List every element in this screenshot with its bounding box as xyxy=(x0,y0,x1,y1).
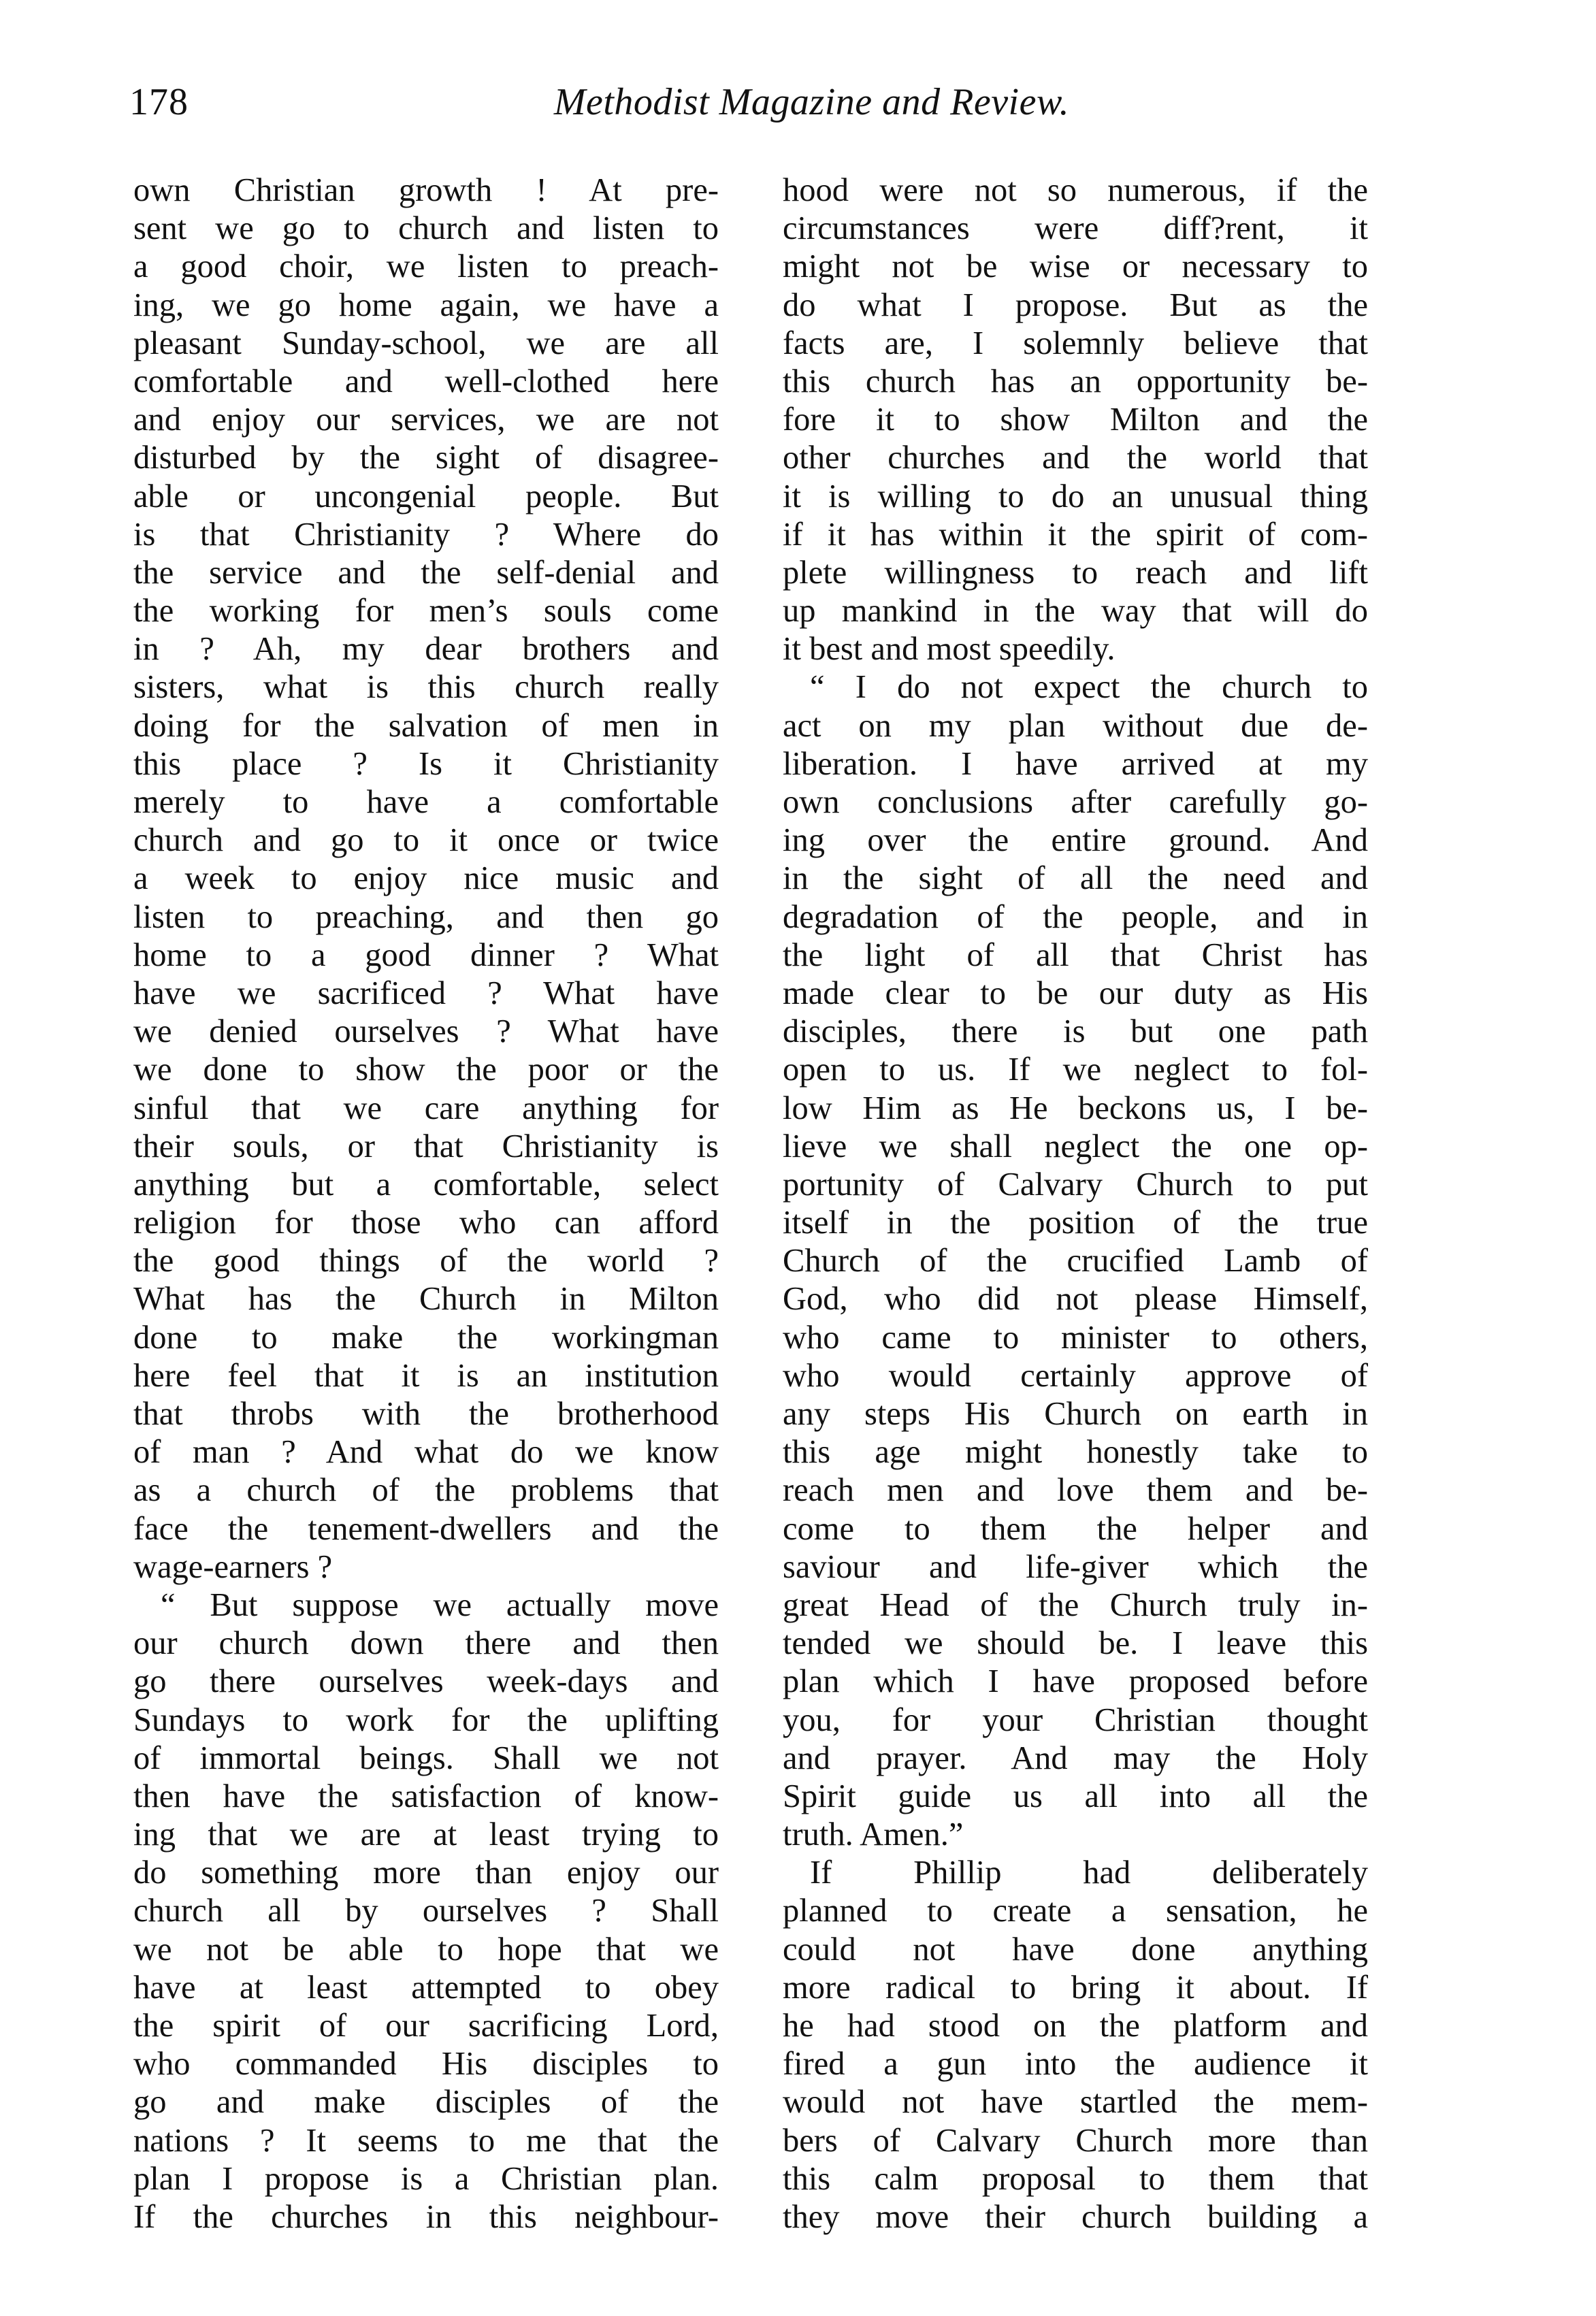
text-line: wage-earners ? xyxy=(133,1548,333,1585)
text-line: the light of all that Christ has xyxy=(783,936,1368,973)
text-line: fore it to show Milton and the xyxy=(783,402,1368,438)
text-line: religion for those who can afford xyxy=(133,1205,719,1241)
text-line: if it has within it the spirit of com- xyxy=(783,516,1368,553)
text-line: pleasant Sunday-school, we are all xyxy=(133,325,719,361)
text-line: any steps His Church on earth in xyxy=(783,1396,1368,1432)
text-line: that throbs with the brotherhood xyxy=(133,1396,719,1432)
text-line: and prayer. And may the Holy xyxy=(783,1740,1368,1776)
text-line: the working for men’s souls come xyxy=(133,593,719,630)
text-line: this place ? Is it Christianity xyxy=(133,745,719,782)
text-line: ing that we are at least trying to xyxy=(133,1816,719,1853)
text-line: church all by ourselves ? Shall xyxy=(133,1893,719,1929)
text-line: plan which I have proposed before xyxy=(783,1663,1368,1700)
text-line: ing, we go home again, we have a xyxy=(133,287,719,323)
text-line: Spirit guide us all into all the xyxy=(783,1778,1368,1814)
text-line: nations ? It seems to me that the xyxy=(133,2122,719,2159)
page-header xyxy=(0,80,1596,142)
text-line: degradation of the people, and in xyxy=(783,898,1368,935)
text-line: sisters, what is this church really xyxy=(133,669,719,706)
text-line: home to a good dinner ? What xyxy=(133,936,719,973)
text-line: more radical to bring it about. If xyxy=(783,1969,1368,2006)
text-line: face the tenement-dwellers and the xyxy=(133,1510,719,1547)
text-line: go there ourselves week-days and xyxy=(133,1663,719,1700)
text-line: a week to enjoy nice music and xyxy=(133,860,719,897)
text-line: anything but a comfortable, select xyxy=(133,1166,719,1203)
text-line: in the sight of all the need and xyxy=(783,860,1368,897)
text-line: up mankind in the way that will do xyxy=(783,593,1368,630)
text-line: If the churches in this neighbour- xyxy=(133,2198,719,2235)
text-line: able or uncongenial people. But xyxy=(133,478,719,515)
text-line: we done to show the poor or the xyxy=(133,1051,719,1088)
text-line: other churches and the world that xyxy=(783,440,1368,476)
text-line: have at least attempted to obey xyxy=(133,1969,719,2006)
text-line: doing for the salvation of men in xyxy=(133,707,719,744)
text-line: it best and most speedily. xyxy=(783,631,1115,668)
text-line: truth. Amen.” xyxy=(783,1816,964,1853)
text-line: Sundays to work for the uplifting xyxy=(133,1701,719,1738)
text-line: circumstances were diff?rent, it xyxy=(783,210,1368,247)
text-line: would not have startled the mem- xyxy=(783,2084,1368,2121)
text-line: who commanded His disciples to xyxy=(133,2046,719,2083)
text-line: we denied ourselves ? What have xyxy=(133,1013,719,1050)
text-line: What has the Church in Milton xyxy=(133,1281,719,1318)
text-line: Church of the crucified Lamb of xyxy=(783,1243,1368,1279)
text-line: sent we go to church and listen to xyxy=(133,210,719,247)
text-line: then have the satisfaction of know- xyxy=(133,1778,719,1814)
text-line: and enjoy our services, we are not xyxy=(133,402,719,438)
text-line: sinful that we care anything for xyxy=(133,1090,719,1126)
text-line: he had stood on the platform and xyxy=(783,2008,1368,2044)
text-line: disciples, there is but one path xyxy=(783,1013,1368,1050)
text-line: go and make disciples of the xyxy=(133,2084,719,2121)
text-line: who would certainly approve of xyxy=(783,1357,1368,1394)
text-line: do what I propose. But as the xyxy=(783,287,1368,323)
text-line: could not have done anything xyxy=(783,1931,1368,1968)
text-line: of man ? And what do we know xyxy=(133,1434,719,1471)
text-line: they move their church building a xyxy=(783,2198,1368,2235)
text-line: come to them the helper and xyxy=(783,1510,1368,1547)
text-line: who came to minister to others, xyxy=(783,1319,1368,1356)
right-column xyxy=(783,172,1368,2236)
text-line: own conclusions after carefully go- xyxy=(783,784,1368,820)
text-line: hood were not so numerous, if the xyxy=(783,172,1368,208)
text-line: it is willing to do an unusual thing xyxy=(783,478,1368,515)
text-line: the spirit of our sacrificing Lord, xyxy=(133,2008,719,2044)
text-line: great Head of the Church truly in- xyxy=(783,1586,1368,1623)
text-line: saviour and life-giver which the xyxy=(783,1548,1368,1585)
text-line: act on my plan without due de- xyxy=(783,707,1368,744)
text-line: reach men and love them and be- xyxy=(783,1472,1368,1509)
text-line: open to us. If we neglect to fol- xyxy=(783,1051,1368,1088)
text-line: church and go to it once or twice xyxy=(133,822,719,859)
text-line: “ But suppose we actually move xyxy=(161,1586,719,1623)
text-line: as a church of the problems that xyxy=(133,1472,719,1509)
text-line: their souls, or that Christianity is xyxy=(133,1128,719,1164)
text-line: the service and the self-denial and xyxy=(133,554,719,591)
text-line: do something more than enjoy our xyxy=(133,1855,719,1891)
text-line: this age might honestly take to xyxy=(783,1434,1368,1471)
text-line: plan I propose is a Christian plan. xyxy=(133,2160,719,2197)
text-line: lieve we shall neglect the one op- xyxy=(783,1128,1368,1164)
text-line: listen to preaching, and then go xyxy=(133,898,719,935)
text-line: merely to have a comfortable xyxy=(133,784,719,820)
page-number: 178 xyxy=(129,81,189,123)
text-line: have we sacrificed ? What have xyxy=(133,975,719,1011)
text-line: liberation. I have arrived at my xyxy=(783,745,1368,782)
text-line: our church down there and then xyxy=(133,1625,719,1662)
running-title: Methodist Magazine and Review. xyxy=(553,81,1070,123)
text-line: this calm proposal to them that xyxy=(783,2160,1368,2197)
text-line: you, for your Christian thought xyxy=(783,1701,1368,1738)
text-line: “ I do not expect the church to xyxy=(810,669,1368,706)
left-column xyxy=(133,172,719,2236)
text-line: we not be able to hope that we xyxy=(133,1931,719,1968)
text-line: fired a gun into the audience it xyxy=(783,2046,1368,2083)
text-line: ing over the entire ground. And xyxy=(783,822,1368,859)
text-line: might not be wise or necessary to xyxy=(783,248,1368,285)
text-line: in ? Ah, my dear brothers and xyxy=(133,631,719,668)
text-line: portunity of Calvary Church to put xyxy=(783,1166,1368,1203)
text-line: comfortable and well-clothed here xyxy=(133,363,719,399)
text-line: this church has an opportunity be- xyxy=(783,363,1368,399)
text-line: own Christian growth ! At pre- xyxy=(133,172,719,208)
text-line: low Him as He beckons us, I be- xyxy=(783,1090,1368,1126)
text-line: of immortal beings. Shall we not xyxy=(133,1740,719,1776)
text-line: made clear to be our duty as His xyxy=(783,975,1368,1011)
text-line: is that Christianity ? Where do xyxy=(133,516,719,553)
text-line: planned to create a sensation, he xyxy=(783,1893,1368,1929)
text-line: facts are, I solemnly believe that xyxy=(783,325,1368,361)
text-line: God, who did not please Himself, xyxy=(783,1281,1368,1318)
text-line: If Phillip had deliberately xyxy=(810,1855,1368,1891)
text-line: done to make the workingman xyxy=(133,1319,719,1356)
text-line: plete willingness to reach and lift xyxy=(783,554,1368,591)
text-line: the good things of the world ? xyxy=(133,1243,719,1279)
text-line: a good choir, we listen to preach- xyxy=(133,248,719,285)
text-line: here feel that it is an institution xyxy=(133,1357,719,1394)
text-line: itself in the position of the true xyxy=(783,1205,1368,1241)
text-line: disturbed by the sight of disagree- xyxy=(133,440,719,476)
text-line: bers of Calvary Church more than xyxy=(783,2122,1368,2159)
text-line: tended we should be. I leave this xyxy=(783,1625,1368,1662)
